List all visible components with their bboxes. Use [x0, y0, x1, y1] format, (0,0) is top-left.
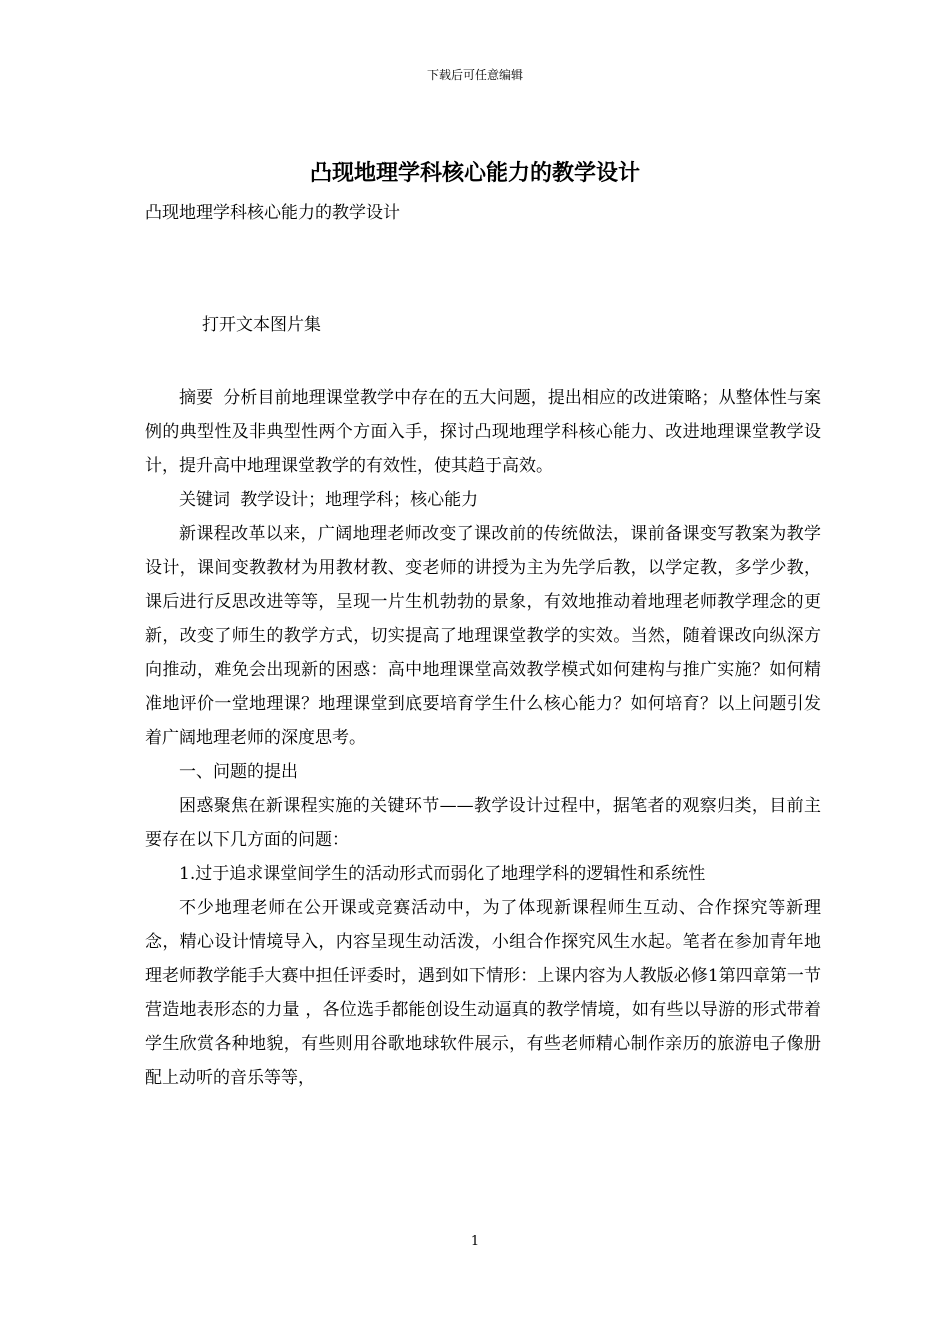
- page-number: 1: [470, 1234, 480, 1249]
- abstract-text: 分析目前地理课堂教学中存在的五大问题，提出相应的改进策略；从整体性与案例的典型性及非典型性两个方面入手，探讨凸现地理学科核心能力、改进地理课堂教学设计，提升高中地理课堂教学的有效性，使其趋于高效。: [145, 388, 821, 476]
- document-subtitle: 凸现地理学科核心能力的教学设计: [145, 203, 400, 223]
- intro-paragraph: 新课程改革以来，广阔地理老师改变了课改前的传统做法，课前备课变写教案为教学设计，课间变教教材为用教材教、变老师的讲授为主为先学后教，以学定教，多学少教，课后进行反思改进等等，呈现一片生机勃勃的景象，有效地推动着地理老师教学理念的更新，改变了师生的教学方式，切实提高了地理课堂教学的实效。当然，随着课改向纵深方向推动，难免会出现新的困惑：高中地理课堂高效教学模式如何建构与推广实施？如何精准地评价一堂地理课？地理课堂到底要培育学生什么核心能力？如何培育？以上问题引发着广阔地理老师的深度思考。: [145, 524, 821, 748]
- keywords-paragraph: [145, 483, 821, 517]
- item1-heading: 1.过于追求课堂间学生的活动形式而弱化了地理学科的逻辑性和系统性: [179, 864, 706, 884]
- keywords-label: 关键词: [179, 490, 230, 510]
- gallery-link[interactable]: 打开文本图片集: [202, 315, 321, 335]
- page-header: 下载后可任意编辑: [426, 68, 523, 82]
- document-body: [145, 381, 821, 1095]
- document-title: 凸现地理学科核心能力的教学设计: [309, 160, 640, 186]
- section1-paragraph: 困惑聚焦在新课程实施的关键环节——教学设计过程中，据笔者的观察归类，目前主要存在以下几方面的问题：: [145, 796, 821, 850]
- item1-paragraph: 不少地理老师在公开课或竞赛活动中，为了体现新课程师生互动、合作探究等新理念，精心设计情境导入，内容呈现生动活泼，小组合作探究风生水起。笔者在参加青年地理老师教学能手大赛中担任评委时，遇到如下情形：上课内容为人教版必修1第四章第一节营造地表形态的力量 ，各位选手都能创设生动逼真的教学情境，如有些以导游的形式带着学生欣赏各种地貌，有些则用谷歌地球软件展示，有些老师精心制作亲历的旅游电子像册配上动听的音乐等等，: [145, 898, 821, 1088]
- abstract-label: 摘要: [179, 388, 214, 408]
- section1-heading: 一、问题的提出: [179, 762, 298, 782]
- abstract-paragraph: [145, 381, 821, 483]
- keywords-text: 教学设计；地理学科；核心能力: [240, 490, 479, 510]
